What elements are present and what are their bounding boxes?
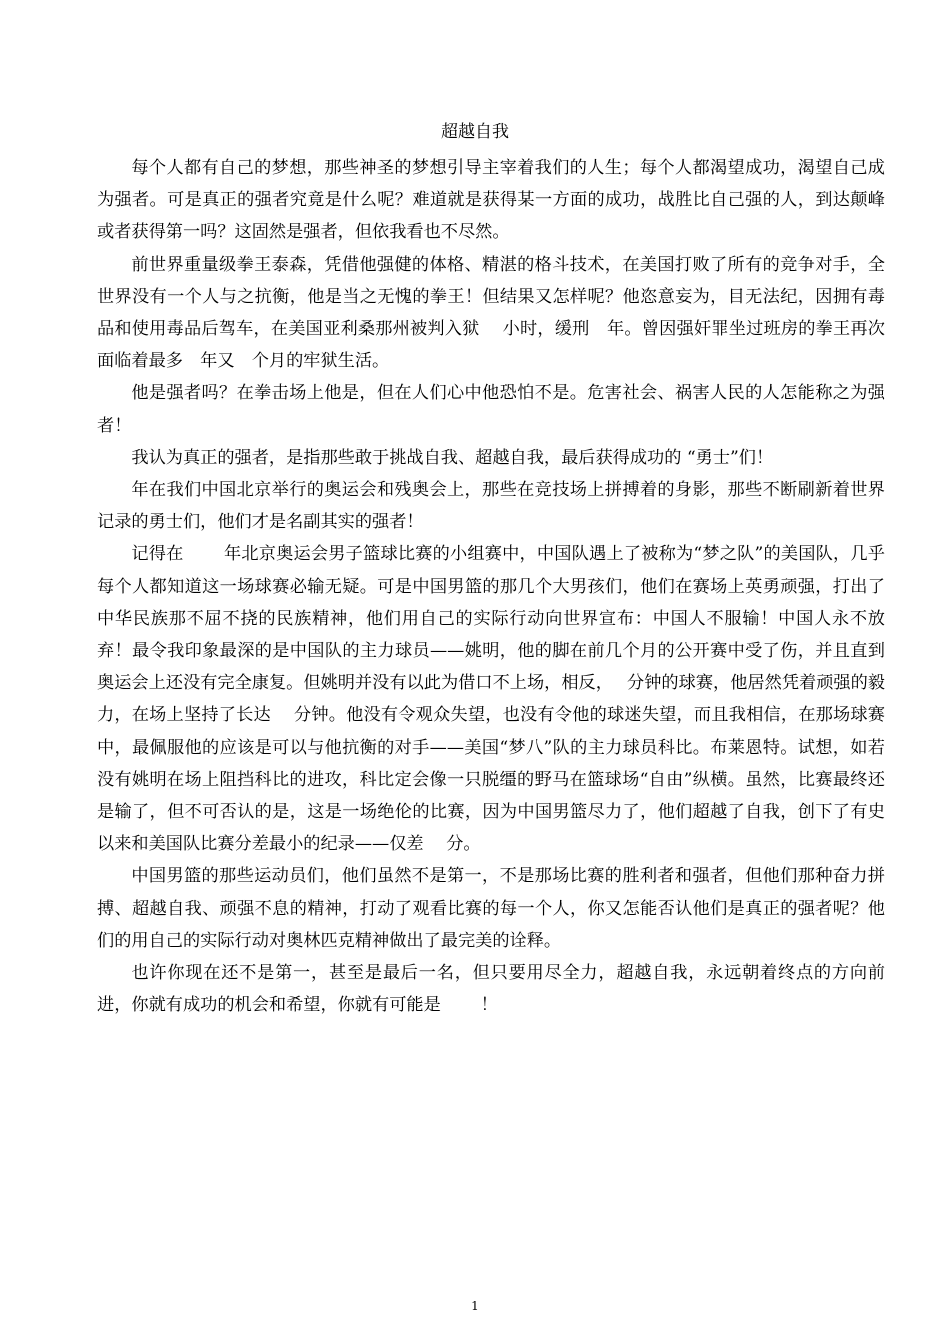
paragraph-6: 记得在 年北京奥运会男子篮球比赛的小组赛中，中国队遇上了被称为“梦之队”的美国队，几乎每个人都知道这一场球赛必输无疑。可是中国男篮的那几个大男孩们，他们在赛场上英勇顽强，打出了中华民族那不屈不挠的民族精神，他们用自己的实际行动向世界宣布：中国人不服输！中国人永不放弃！最令我印象最深的是中国队的主力球员——姚明，他的脚在前几个月的公开赛中受了伤，并且直到奥运会上还没有完全康复。但姚明并没有以此为借口不上场，相反， 分钟的球赛，他居然凭着顽强的毅力，在场上坚持了长达 分钟。他没有令观众失望，也没有令他的球迷失望，而且我相信，在那场球赛中，最佩服他的应该是可以与他抗衡的对手——美国“梦八”队的主力球员科比。布莱恩特。试想，如若没有姚明在场上阻挡科比的进攻，科比定会像一只脱缰的野马在篮球场“自由”纵横。虽然，比赛最终还是输了，但不可否认的是，这是一场绝伦的比赛，因为中国男篮尽力了，他们超越了自我，创下了有史以来和美国队比赛分差最小的纪录——仅差 分。 xyxy=(97,544,885,855)
paragraph-2: 前世界重量级拳王泰森，凭借他强健的体格、精湛的格斗技术，在美国打败了所有的竞争对手，全世界没有一个人与之抗衡，他是当之无愧的拳王！但结果又怎样呢？他恣意妄为，目无法纪，因拥有毒品和使用毒品后驾车，在美国亚利桑那州被判入狱 小时，缓刑 年。曾因强奸罪坐过班房的拳王再次面临着最多 年又 个月的牢狱生活。 xyxy=(97,254,885,372)
paragraph-4: 我认为真正的强者，是指那些敢于挑战自我、超越自我，最后获得成功的 “勇士”们！ xyxy=(131,447,774,468)
paragraph-3: 他是强者吗？在拳击场上他是，但在人们心中他恐怕不是。危害社会、祸害人民的人怎能称之为强者！ xyxy=(97,383,885,436)
paragraph-5: 年在我们中国北京举行的奥运会和残奥会上，那些在竞技场上拼搏着的身影，那些不断刷新着世界记录的勇士们，他们才是名副其实的强者！ xyxy=(97,480,885,533)
page-number: 1 xyxy=(471,1299,479,1313)
paragraph-8: 也许你现在还不是第一，甚至是最后一名，但只要用尽全力，超越自我，永远朝着终点的方向前进，你就有成功的机会和希望，你就有可能是 ！ xyxy=(97,963,885,1016)
paragraph-7: 中国男篮的那些运动员们，他们虽然不是第一，不是那场比赛的胜利者和强者，但他们那种奋力拼搏、超越自我、顽强不息的精神，打动了观看比赛的每一个人，你又怎能否认他们是真正的强者呢？他们的用自己的实际行动对奥林匹克精神做出了最完美的诠释。 xyxy=(97,866,885,951)
document-body xyxy=(97,152,885,1021)
paragraph-1: 每个人都有自己的梦想，那些神圣的梦想引导主宰着我们的人生；每个人都渴望成功，渴望自己成为强者。可是真正的强者究竟是什么呢？难道就是获得某一方面的成功，战胜比自己强的人，到达颠峰或者获得第一吗？这固然是强者，但依我看也不尽然。 xyxy=(97,158,885,243)
document-title: 超越自我 xyxy=(441,122,509,142)
